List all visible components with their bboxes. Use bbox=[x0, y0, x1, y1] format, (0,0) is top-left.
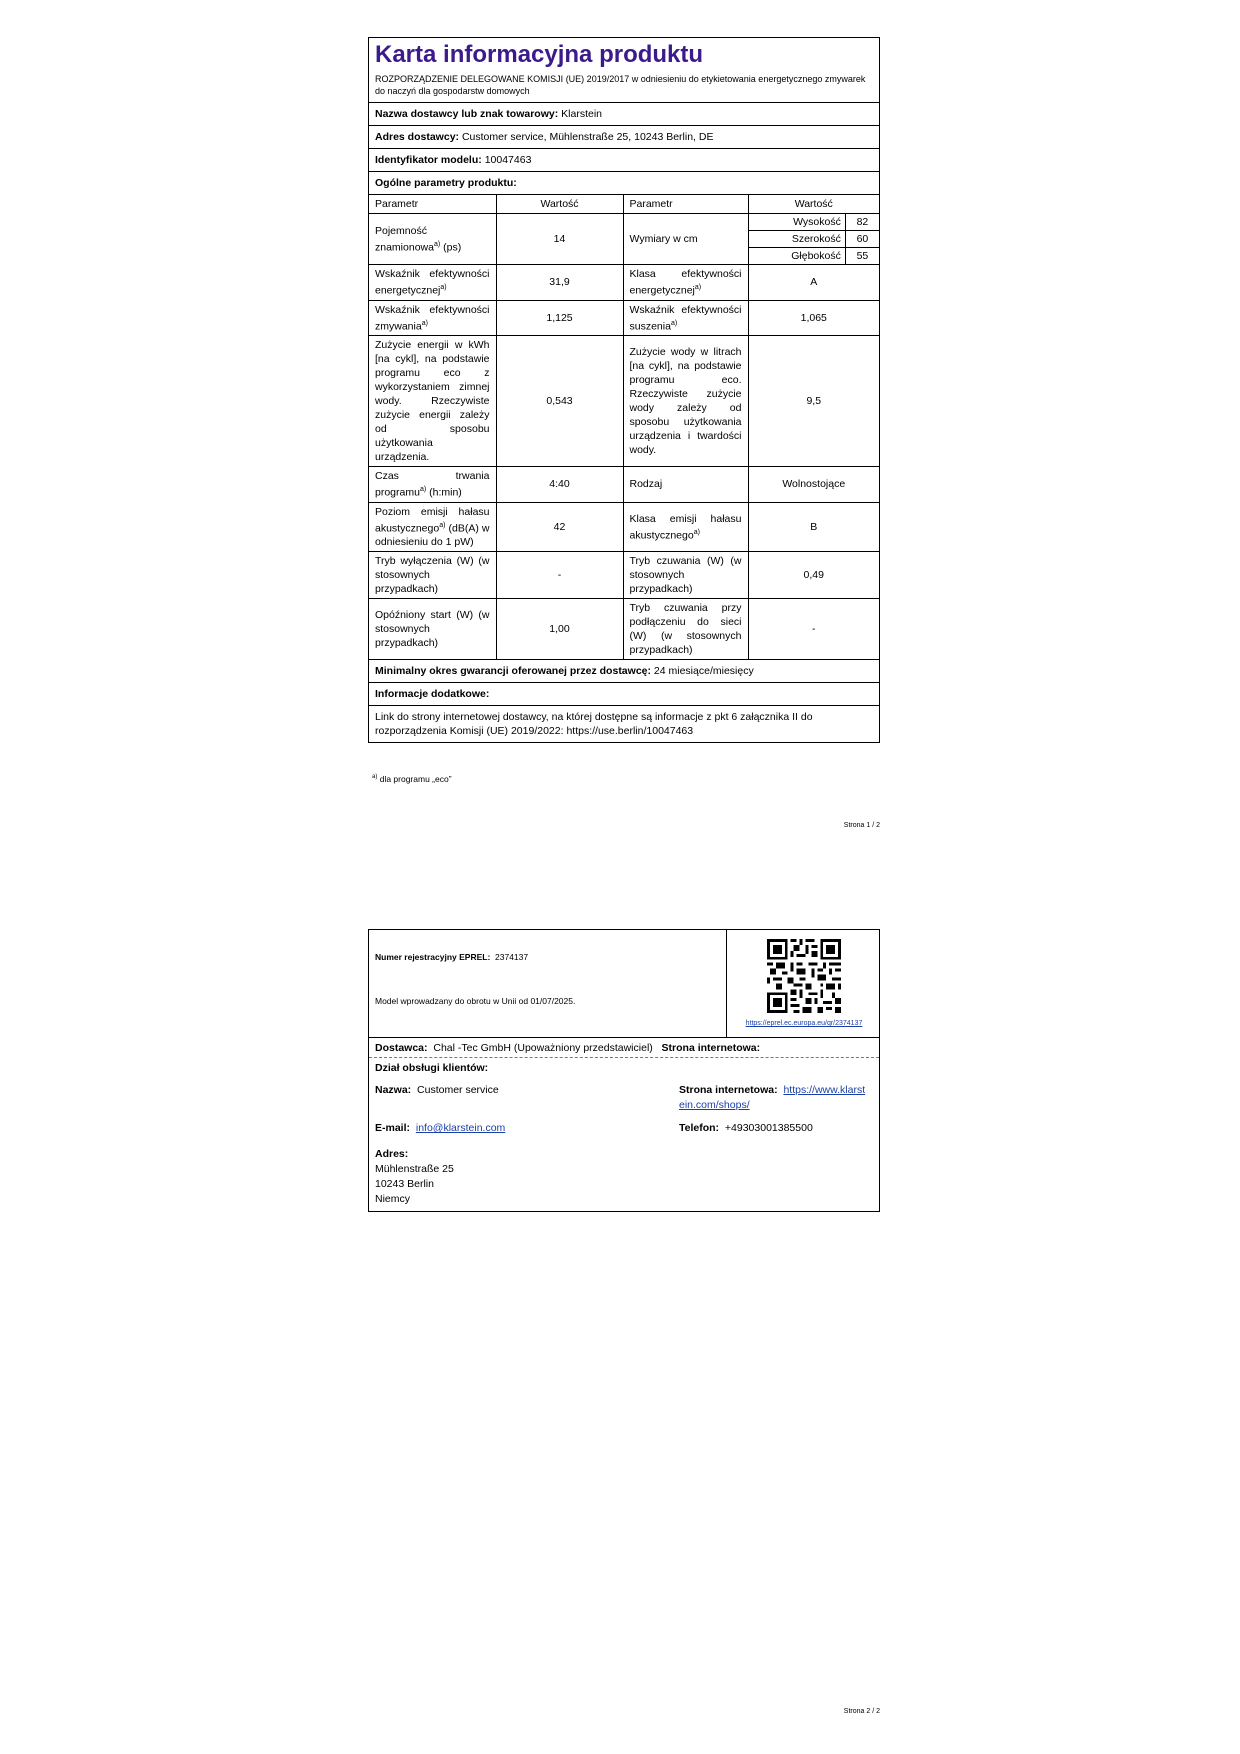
header-param: Parametr bbox=[369, 195, 496, 214]
drying-label: Wskaźnik efektywności suszenia$^{a)}$ bbox=[623, 300, 748, 336]
depth-label: Głębokość bbox=[749, 248, 846, 265]
supplier2-row: Dostawca: Chal -Tec GmbH (Upoważniony przedstawiciel) Strona internetowa: bbox=[369, 1038, 879, 1058]
off-mode-value: - bbox=[496, 552, 623, 599]
supplier-link-text: Link do strony internetowej dostawcy, na której dostępne są informacje z pkt 6 załącznika II do rozporządzenia Komisji (UE) 2019/2022: bbox=[375, 711, 813, 737]
general-params-row bbox=[369, 172, 879, 195]
dimensions-cell bbox=[748, 214, 879, 265]
page-number-2: Strona 2 / 2 bbox=[843, 1708, 880, 1715]
capacity-label: Pojemność znamionowa$^{a)}$ (ps) bbox=[369, 214, 496, 265]
address-value: Customer service, Mühlenstraße 25, 10243 Berlin, DE bbox=[461, 131, 714, 143]
header-value: Wartość bbox=[496, 195, 623, 214]
eec-value: A bbox=[748, 265, 879, 301]
customer-service-label: Dział obsługi klientów: bbox=[375, 1062, 489, 1074]
width-label: Szerokość bbox=[749, 231, 846, 248]
drying-value: 1,065 bbox=[748, 300, 879, 336]
page-number-1: Strona 1 / 2 bbox=[843, 822, 880, 829]
height-value: 82 bbox=[845, 214, 879, 231]
page-title: Karta informacyjna produktu bbox=[375, 41, 704, 68]
delay-start-label: Opóźniony start (W) (w stosownych przypadkach) bbox=[369, 599, 496, 660]
regulation-subtitle: ROZPORZĄDZENIE DELEGOWANE KOMISJI (UE) 2019/2017 w odniesieniu do etykietowania energetycznego zmywarek do naczyń dla gospodarstw domowych bbox=[369, 69, 879, 103]
cs-email: E-mail: info@klarstein.com bbox=[375, 1122, 506, 1134]
warranty-row bbox=[369, 660, 879, 683]
eprel-model-text: Model wprowadzany do obrotu w Unii od 01/07/2025. bbox=[375, 996, 576, 1006]
cs-country: Niemcy bbox=[375, 1193, 411, 1205]
dimensions-label: Wymiary w cm bbox=[623, 214, 748, 265]
eprel-header bbox=[369, 930, 879, 1038]
supplier-link-row bbox=[369, 706, 879, 742]
capacity-value: 14 bbox=[496, 214, 623, 265]
cs-website-link[interactable]: https://www.klarstein.com/shops/ bbox=[679, 1084, 866, 1111]
delay-start-value: 1,00 bbox=[496, 599, 623, 660]
model-row bbox=[369, 149, 879, 172]
params-table bbox=[369, 195, 879, 660]
footnote: $^{a)}$ dla programu „eco” bbox=[372, 774, 452, 784]
qr-code-icon bbox=[767, 939, 841, 1013]
warranty-value: 24 miesiące/miesięcy bbox=[653, 665, 754, 677]
duration-value: 4:40 bbox=[496, 467, 623, 503]
eprel-qr-link[interactable]: https://eprel.ec.europa.eu/qr/2374137 bbox=[745, 1020, 863, 1027]
networked-standby-value: - bbox=[748, 599, 879, 660]
duration-label: Czas trwania programu$^{a)}$ (h:min) bbox=[369, 467, 496, 503]
energy-value: 0,543 bbox=[496, 336, 623, 467]
dimensions-table bbox=[749, 214, 880, 264]
model-value: 10047463 bbox=[484, 154, 532, 166]
table-row bbox=[369, 502, 879, 552]
eec-label: Klasa efektywności energetycznej$^{a)}$ bbox=[623, 265, 748, 301]
additional-info-row bbox=[369, 683, 879, 706]
cs-phone: Telefon: +49303001385500 bbox=[679, 1122, 813, 1134]
standby-label: Tryb czuwania (W) (w stosownych przypadkach) bbox=[623, 552, 748, 599]
cleaning-label: Wskaźnik efektywności zmywania$^{a)}$ bbox=[369, 300, 496, 336]
noise-label: Poziom emisji hałasu akustycznego$^{a)}$ (dB(A) w odniesieniu do 1 pW) bbox=[369, 502, 496, 552]
customer-service-section bbox=[369, 1058, 879, 1205]
additional-info-label: Informacje dodatkowe: bbox=[375, 688, 490, 700]
height-label: Wysokość bbox=[749, 214, 846, 231]
table-header-row bbox=[369, 195, 879, 214]
supplier2-value: Chal -Tec GmbH (Upoważniony przedstawiciel) bbox=[433, 1042, 653, 1054]
cleaning-value: 1,125 bbox=[496, 300, 623, 336]
eprel-registration: Numer rejestracyjny EPREL: 2374137 bbox=[375, 952, 529, 962]
supplier-row bbox=[369, 103, 879, 126]
supplier-link-url[interactable]: https://use.berlin/10047463 bbox=[566, 725, 694, 737]
table-row bbox=[369, 552, 879, 599]
eei-value: 31,9 bbox=[496, 265, 623, 301]
type-label: Rodzaj bbox=[623, 467, 748, 503]
general-params-label: Ogólne parametry produktu: bbox=[375, 177, 517, 189]
address-row bbox=[369, 126, 879, 149]
noise-value: 42 bbox=[496, 502, 623, 552]
product-info-sheet bbox=[368, 37, 880, 743]
cs-website: Strona internetowa: https://www.klarstein.com/shops/ bbox=[679, 1084, 866, 1111]
header-value: Wartość bbox=[748, 195, 879, 214]
water-label: Zużycie wody w litrach [na cykl], na podstawie programu eco. Rzeczywiste zużycie wody zależy od sposobu użytkowania urządzenia i twardości wody. bbox=[623, 336, 748, 467]
eei-label: Wskaźnik efektywności energetycznej$^{a)}$ bbox=[369, 265, 496, 301]
table-row bbox=[369, 467, 879, 503]
model-label: Identyfikator modelu: bbox=[375, 154, 482, 166]
water-value: 9,5 bbox=[748, 336, 879, 467]
noise-class-label: Klasa emisji hałasu akustycznego$^{a)}$ bbox=[623, 502, 748, 552]
supplier2-web-label: Strona internetowa: bbox=[661, 1042, 761, 1054]
energy-label: Zużycie energii w kWh [na cykl], na podstawie programu eco z wykorzystaniem zimnej wody. Rzeczywiste zużycie energii zależy od sposobu użytkowania urządzenia. bbox=[369, 336, 496, 467]
networked-standby-label: Tryb czuwania przy podłączeniu do sieci (W) (w stosownych przypadkach) bbox=[623, 599, 748, 660]
table-row bbox=[369, 599, 879, 660]
noise-class-value: B bbox=[748, 502, 879, 552]
table-row bbox=[369, 214, 879, 265]
depth-value: 55 bbox=[856, 250, 869, 262]
off-mode-label: Tryb wyłączenia (W) (w stosownych przypadkach) bbox=[369, 552, 496, 599]
cs-street: Mühlenstraße 25 bbox=[375, 1163, 454, 1175]
cs-email-link[interactable]: info@klarstein.com bbox=[415, 1122, 506, 1134]
cs-address: Adres: Mühlenstraße 25 10243 Berlin Niemcy bbox=[375, 1148, 454, 1205]
standby-value: 0,49 bbox=[748, 552, 879, 599]
supplier-value: Klarstein bbox=[561, 108, 602, 120]
type-value: Wolnostojące bbox=[748, 467, 879, 503]
warranty-label: Minimalny okres gwarancji oferowanej przez dostawcę: bbox=[375, 665, 651, 677]
table-row bbox=[369, 265, 879, 301]
address-label: Adres dostawcy: bbox=[375, 131, 460, 143]
supplier-label: Nazwa dostawcy lub znak towarowy: bbox=[375, 108, 559, 120]
eprel-sheet bbox=[368, 929, 880, 1212]
table-row bbox=[369, 300, 879, 336]
cs-name: Nazwa: Customer service bbox=[375, 1084, 499, 1096]
header-param: Parametr bbox=[623, 195, 748, 214]
qr-panel bbox=[726, 930, 881, 1037]
table-row bbox=[369, 336, 879, 467]
width-value: 60 bbox=[845, 231, 879, 248]
cs-city: 10243 Berlin bbox=[375, 1178, 434, 1190]
